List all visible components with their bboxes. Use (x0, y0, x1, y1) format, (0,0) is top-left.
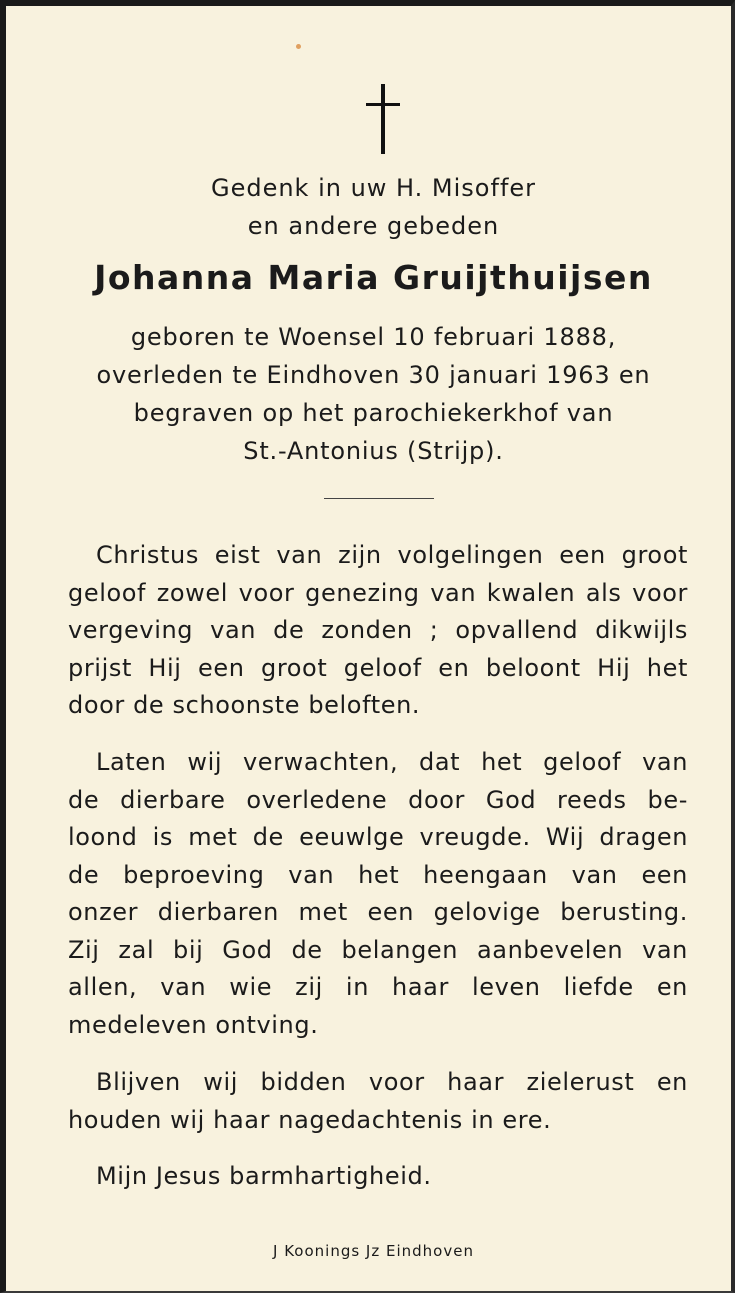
paper-speck (296, 44, 301, 49)
text-line: vergeving van de zonden ; opvallend dikwijls (68, 616, 688, 644)
text-line: de dierbare overledene door God reeds be- (68, 785, 688, 814)
paragraph-4 (68, 1158, 688, 1196)
printer-credit: J Koonings Jz Eindhoven (273, 1242, 474, 1260)
text-line: Zij zal bij God de belangen aanbevelen van (68, 935, 688, 964)
death-line: overleden te Eindhoven 30 januari 1963 en (96, 361, 651, 389)
deceased-name: Johanna Maria Gruijthuijsen (94, 258, 653, 297)
birth-line: geboren te Woensel 10 februari 1888, (130, 323, 617, 351)
intro-line-2: en andere gebeden (247, 212, 500, 240)
text-line: door de schoonste beloften. (68, 691, 421, 719)
text-line: onzer dierbaren met een gelovige berusting. (68, 898, 688, 926)
text-line: Christus eist van zijn volgelingen een groot (96, 541, 688, 569)
text-line: loond is met de eeuwlge vreugde. Wij dragen (68, 823, 688, 851)
text-line: allen, van wie zij in haar leven liefde en (68, 973, 688, 1001)
divider (324, 498, 434, 499)
text-line: Laten wij verwachten, dat het geloof van (96, 748, 688, 776)
intro-line-1: Gedenk in uw H. Misoffer (210, 174, 537, 202)
text-line: prijst Hij een groot geloof en beloont Hij het (68, 653, 688, 682)
text-line: Mijn Jesus barmhartigheid. (96, 1162, 432, 1190)
text-line: geloof zowel voor genezing van kwalen als voor (68, 578, 688, 607)
text-line: medeleven ontving. (68, 1010, 319, 1039)
paragraph-3 (68, 1064, 688, 1139)
burial-place-line: St.-Antonius (Strijp). (243, 437, 504, 465)
text-line: Blijven wij bidden voor haar zielerust en (96, 1068, 688, 1096)
text-line: de beproeving van het heengaan van een (68, 860, 688, 889)
paragraph-1 (68, 537, 688, 725)
burial-line: begraven op het parochiekerkhof van (133, 399, 614, 427)
text-line: houden wij haar nagedachtenis in ere. (68, 1105, 552, 1134)
paragraph-2 (68, 744, 688, 1044)
cross-icon (376, 84, 390, 154)
